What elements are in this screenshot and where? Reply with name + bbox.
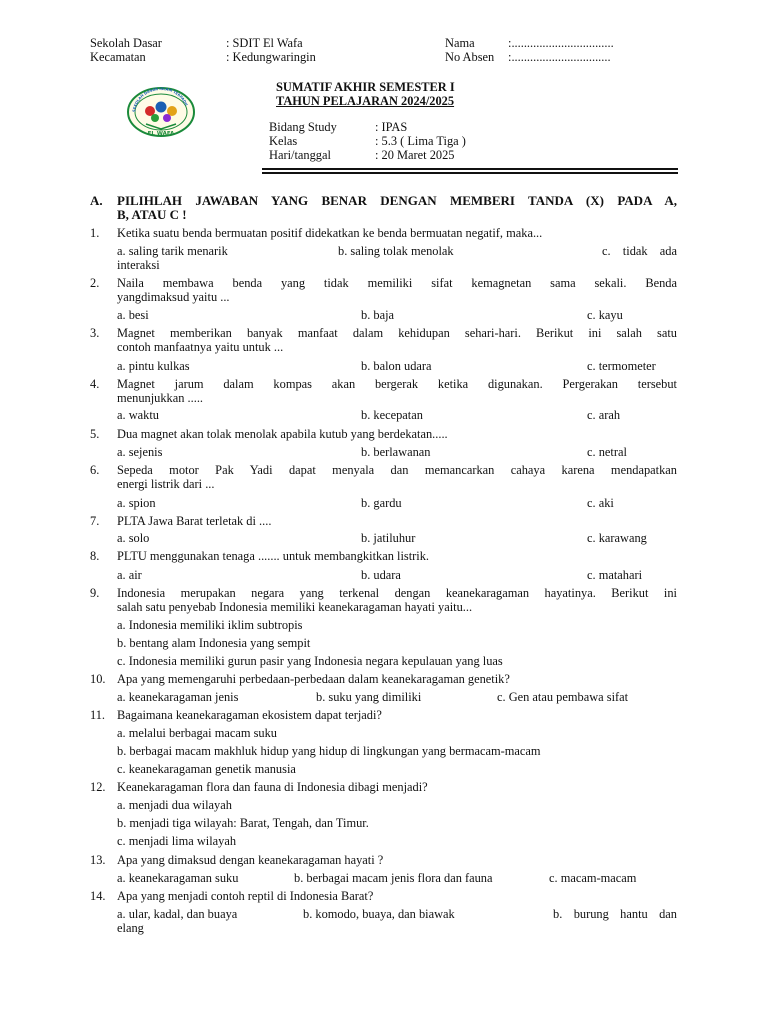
date-label: Hari/tanggal xyxy=(269,148,331,162)
question-text: Ketika suatu benda bermuatan positif didekatkan ke benda bermuatan negatif, maka... xyxy=(117,226,543,240)
option-a: a. besi xyxy=(117,308,149,322)
option-c: c. Indonesia memiliki gurun pasir yang Indonesia negara kepulauan yang luas xyxy=(117,654,503,668)
option-b: b. gardu xyxy=(361,496,402,510)
logo-label: EL WAFA xyxy=(147,131,175,137)
question-number: 11. xyxy=(90,708,106,722)
question-number: 13. xyxy=(90,853,106,867)
question-text: Indonesia merupakan negara yang terkenal dengan keanekaragaman hayatinya. Berikut ini xyxy=(117,586,677,600)
question-text: PLTU menggunakan tenaga ....... untuk membangkitkan listrik. xyxy=(117,549,430,563)
option-a: a. keanekaragaman jenis xyxy=(117,690,239,704)
option-a: a. solo xyxy=(117,531,150,545)
option-b: b. balon udara xyxy=(361,359,432,373)
option-b: b. suku yang dimiliki xyxy=(316,690,422,704)
question-text: Sepeda motor Pak Yadi dapat menyala dan memancarkan cahaya karena mendapatkan xyxy=(117,463,677,477)
header-divider-2 xyxy=(262,172,678,174)
option-a: a. waktu xyxy=(117,408,159,422)
option-a: a. spion xyxy=(117,496,156,510)
option-c: b. burung hantu dan xyxy=(553,907,677,921)
school-label: Sekolah Dasar xyxy=(90,36,162,50)
option-c: c. tidak ada xyxy=(602,244,677,258)
subject-value: : IPAS xyxy=(375,120,408,134)
option-c: c. kayu xyxy=(587,308,623,322)
question-text: Naila membawa benda yang tidak memiliki sifat kemagnetan sama sekali. Benda xyxy=(117,276,677,290)
subject-label: Bidang Study xyxy=(269,120,337,134)
school-logo-icon xyxy=(126,84,196,138)
option-b: b. berbagai macam jenis flora dan fauna xyxy=(294,871,493,885)
question-text-cont: menunjukkan ..... xyxy=(117,391,204,405)
question-text-cont: contoh manfaatnya yaitu untuk ... xyxy=(117,340,284,354)
exam-year: TAHUN PELAJARAN 2024/2025 xyxy=(276,94,455,108)
option-c: c. keanekaragaman genetik manusia xyxy=(117,762,296,776)
option-b: b. berlawanan xyxy=(361,445,431,459)
logo-ring-text: SEKOLAH DASAR ISLAM TERPADU xyxy=(132,86,189,113)
question-text: Keanekaragaman flora dan fauna di Indonesia dibagi menjadi? xyxy=(117,780,428,794)
exam-title: SUMATIF AKHIR SEMESTER I xyxy=(276,80,455,94)
question-text: Dua magnet akan tolak menolak apabila kutub yang berdekatan..... xyxy=(117,427,448,441)
question-number: 5. xyxy=(90,427,100,441)
option-a: a. saling tarik menarik xyxy=(117,244,228,258)
question-number: 3. xyxy=(90,326,100,340)
question-text-cont: salah satu penyebab Indonesia memiliki keanekaragaman hayati yaitu... xyxy=(117,600,473,614)
name-label: Nama xyxy=(445,36,475,50)
class-value: : 5.3 ( Lima Tiga ) xyxy=(375,134,466,148)
question-number: 1. xyxy=(90,226,100,240)
option-c: c. arah xyxy=(587,408,621,422)
question-text: Apa yang memengaruhi perbedaan-perbedaan dalam keanekaragaman genetik? xyxy=(117,672,510,686)
option-c: c. menjadi lima wilayah xyxy=(117,834,237,848)
class-label: Kelas xyxy=(269,134,298,148)
option-b: b. saling tolak menolak xyxy=(338,244,454,258)
question-number: 14. xyxy=(90,889,106,903)
question-text: Bagaimana keanekaragaman ekosistem dapat terjadi? xyxy=(117,708,382,722)
question-number: 6. xyxy=(90,463,100,477)
question-number: 7. xyxy=(90,514,100,528)
absen-label: No Absen xyxy=(445,50,495,64)
option-b: b. baja xyxy=(361,308,395,322)
option-a: a. melalui berbagai macam suku xyxy=(117,726,277,740)
option-c: c. aki xyxy=(587,496,614,510)
option-b: b. bentang alam Indonesia yang sempit xyxy=(117,636,311,650)
option-a: a. Indonesia memiliki iklim subtropis xyxy=(117,618,303,632)
question-number: 12. xyxy=(90,780,106,794)
question-number: 2. xyxy=(90,276,100,290)
name-field: :................................. xyxy=(508,36,614,50)
option-b: b. kecepatan xyxy=(361,408,423,422)
section-instruction: PILIHLAH JAWABAN YANG BENAR DENGAN MEMBERI TANDA (X) PADA A, xyxy=(117,193,677,208)
option-c: c. netral xyxy=(587,445,627,459)
question-text-cont: yangdimaksud yaitu ... xyxy=(117,290,230,304)
option-c-cont: interaksi xyxy=(117,258,160,272)
date-value: : 20 Maret 2025 xyxy=(375,148,455,162)
question-text: Apa yang menjadi contoh reptil di Indonesia Barat? xyxy=(117,889,374,903)
header-divider-1 xyxy=(262,168,678,170)
option-c-cont: elang xyxy=(117,921,144,935)
question-text: Magnet memberikan banyak manfaat dalam kehidupan sehari-hari. Berikut ini salah satu xyxy=(117,326,677,340)
question-text-cont: energi listrik dari ... xyxy=(117,477,215,491)
option-a: a. menjadi dua wilayah xyxy=(117,798,232,812)
option-b: b. jatiluhur xyxy=(361,531,416,545)
option-c: c. Gen atau pembawa sifat xyxy=(497,690,629,704)
question-number: 8. xyxy=(90,549,100,563)
option-b: b. udara xyxy=(361,568,401,582)
option-a: a. ular, kadal, dan buaya xyxy=(117,907,238,921)
option-c: c. macam-macam xyxy=(549,871,637,885)
school-value: : SDIT El Wafa xyxy=(226,36,303,50)
option-a: a. air xyxy=(117,568,142,582)
district-value: : Kedungwaringin xyxy=(226,50,316,64)
option-c: c. termometer xyxy=(587,359,656,373)
district-label: Kecamatan xyxy=(90,50,146,64)
option-b: b. komodo, buaya, dan biawak xyxy=(303,907,455,921)
option-a: a. sejenis xyxy=(117,445,163,459)
question-text: PLTA Jawa Barat terletak di .... xyxy=(117,514,272,528)
question-number: 9. xyxy=(90,586,100,600)
option-b: b. berbagai macam makhluk hidup yang hidup di lingkungan yang bermacam-macam xyxy=(117,744,541,758)
option-c: c. matahari xyxy=(587,568,643,582)
question-text: Magnet jarum dalam kompas akan bergerak ketika digunakan. Pergerakan tersebut xyxy=(117,377,677,391)
option-a: a. pintu kulkas xyxy=(117,359,190,373)
section-label: A. xyxy=(90,193,103,208)
question-number: 10. xyxy=(90,672,106,686)
option-c: c. karawang xyxy=(587,531,647,545)
section-instruction-cont: B, ATAU C ! xyxy=(117,207,187,222)
question-number: 4. xyxy=(90,377,100,391)
option-b: b. menjadi tiga wilayah: Barat, Tengah, dan Timur. xyxy=(117,816,369,830)
question-text: Apa yang dimaksud dengan keanekaragaman hayati ? xyxy=(117,853,384,867)
absen-field: :................................ xyxy=(508,50,611,64)
option-a: a. keanekaragaman suku xyxy=(117,871,239,885)
